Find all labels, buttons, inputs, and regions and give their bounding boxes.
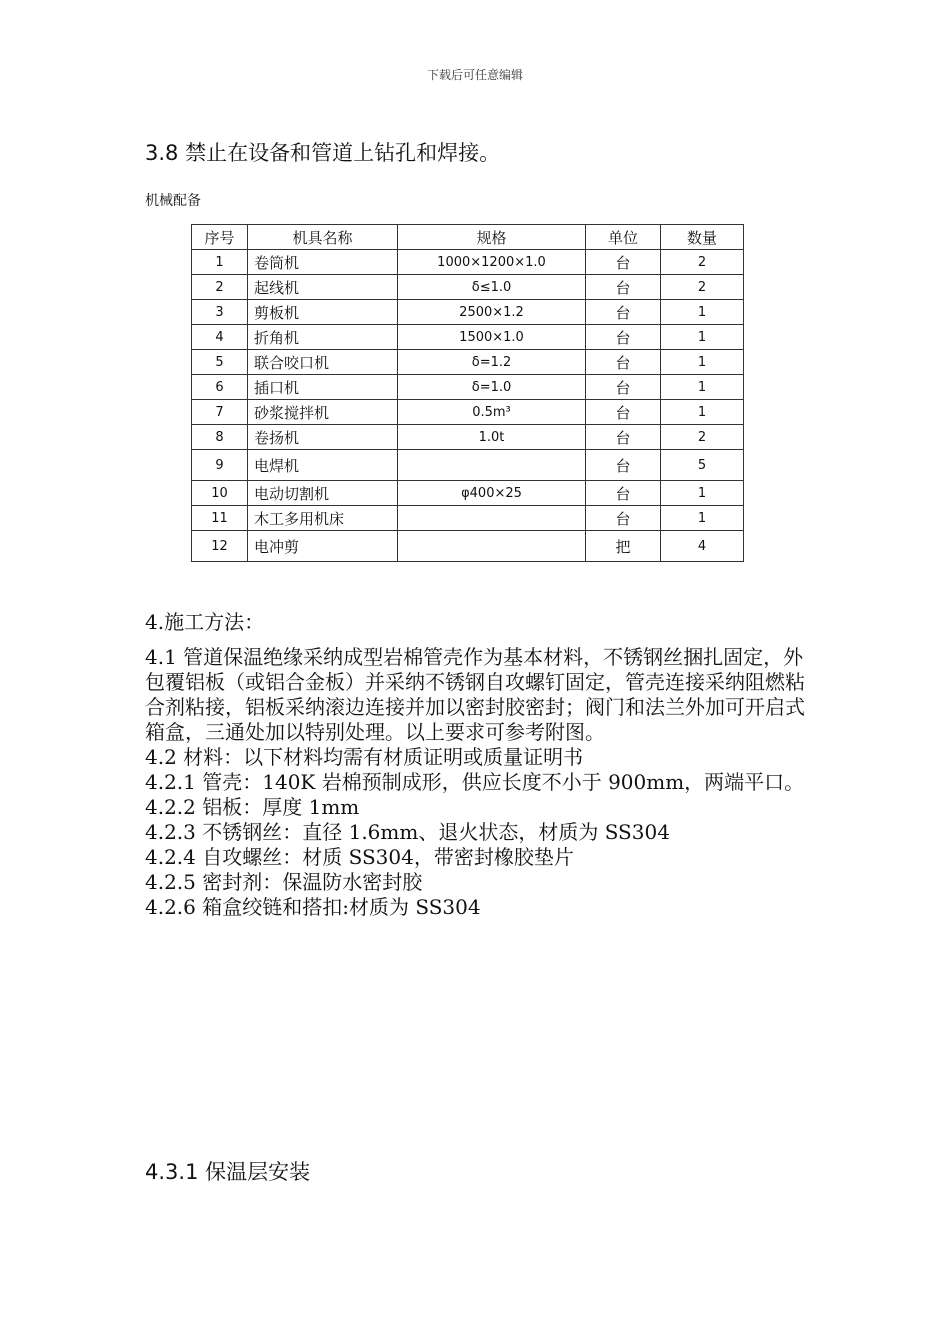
cell-qty: 1	[661, 400, 744, 425]
cell-name: 木工多用机床	[248, 506, 398, 531]
cell-no: 1	[192, 250, 248, 275]
machines-label: 机械配备	[145, 193, 201, 209]
table-row	[192, 425, 744, 450]
para-4-2-6: 4.2.6 箱盒绞链和搭扣:材质为 SS304	[145, 895, 481, 919]
para-4-2-2: 4.2.2 铝板：厚度 1mm	[145, 795, 360, 819]
para-4-2: 4.2 材料：以下材料均需有材质证明或质量证明书	[145, 745, 584, 769]
cell-qty: 1	[661, 325, 744, 350]
cell-spec: δ=1.0	[398, 375, 586, 400]
cell-spec: 1000×1200×1.0	[398, 250, 586, 275]
cell-name: 剪板机	[248, 300, 398, 325]
cell-unit: 台	[586, 506, 661, 531]
machines-table	[191, 224, 744, 562]
cell-spec: 1.0t	[398, 425, 586, 450]
table-row	[192, 300, 744, 325]
header-unit: 单位	[586, 225, 661, 250]
cell-unit: 台	[586, 400, 661, 425]
cell-unit: 台	[586, 450, 661, 481]
cell-unit: 台	[586, 325, 661, 350]
table-row	[192, 350, 744, 375]
table-row	[192, 250, 744, 275]
cell-unit: 台	[586, 275, 661, 300]
para-4-2-4: 4.2.4 自攻螺丝：材质 SS304，带密封橡胶垫片	[145, 845, 574, 869]
cell-spec: 0.5m³	[398, 400, 586, 425]
section-3-8-heading: 3.8 禁止在设备和管道上钻孔和焊接。	[145, 141, 501, 165]
table-row	[192, 325, 744, 350]
cell-no: 2	[192, 275, 248, 300]
cell-spec	[398, 531, 586, 562]
cell-name: 电动切割机	[248, 481, 398, 506]
cell-name: 卷扬机	[248, 425, 398, 450]
table-row	[192, 450, 744, 481]
section-4-heading: 4.施工方法：	[145, 610, 265, 634]
header-no: 序号	[192, 225, 248, 250]
cell-qty: 1	[661, 481, 744, 506]
body-text	[145, 645, 813, 920]
page-header: 下载后可任意编辑	[426, 68, 523, 82]
cell-no: 4	[192, 325, 248, 350]
cell-no: 10	[192, 481, 248, 506]
table-row	[192, 481, 744, 506]
cell-unit: 台	[586, 481, 661, 506]
cell-no: 9	[192, 450, 248, 481]
header-name: 机具名称	[248, 225, 398, 250]
table-header-row	[192, 225, 744, 250]
cell-spec	[398, 450, 586, 481]
cell-qty: 5	[661, 450, 744, 481]
cell-qty: 1	[661, 300, 744, 325]
cell-qty: 1	[661, 350, 744, 375]
cell-no: 12	[192, 531, 248, 562]
cell-unit: 台	[586, 425, 661, 450]
cell-name: 电冲剪	[248, 531, 398, 562]
para-4-2-3: 4.2.3 不锈钢丝：直径 1.6mm、退火状态，材质为 SS304	[145, 820, 670, 844]
cell-spec: 2500×1.2	[398, 300, 586, 325]
cell-unit: 台	[586, 300, 661, 325]
cell-name: 插口机	[248, 375, 398, 400]
section-4-3-1-heading: 4.3.1 保温层安装	[145, 1160, 311, 1184]
cell-no: 5	[192, 350, 248, 375]
cell-spec: φ400×25	[398, 481, 586, 506]
cell-no: 7	[192, 400, 248, 425]
cell-spec	[398, 506, 586, 531]
cell-name: 折角机	[248, 325, 398, 350]
cell-no: 3	[192, 300, 248, 325]
para-4-2-5: 4.2.5 密封剂：保温防水密封胶	[145, 870, 423, 894]
cell-name: 电焊机	[248, 450, 398, 481]
cell-no: 8	[192, 425, 248, 450]
header-qty: 数量	[661, 225, 744, 250]
para-4-2-1: 4.2.1 管壳：140K 岩棉预制成形，供应长度不小于 900mm，两端平口。	[145, 770, 805, 794]
cell-name: 起线机	[248, 275, 398, 300]
cell-name: 砂浆搅拌机	[248, 400, 398, 425]
cell-qty: 1	[661, 506, 744, 531]
cell-name: 卷筒机	[248, 250, 398, 275]
cell-qty: 2	[661, 250, 744, 275]
cell-unit: 台	[586, 250, 661, 275]
table-row	[192, 375, 744, 400]
cell-name: 联合咬口机	[248, 350, 398, 375]
cell-spec: δ≤1.0	[398, 275, 586, 300]
cell-no: 11	[192, 506, 248, 531]
cell-unit: 台	[586, 375, 661, 400]
cell-unit: 台	[586, 350, 661, 375]
cell-no: 6	[192, 375, 248, 400]
cell-qty: 2	[661, 275, 744, 300]
table-row	[192, 275, 744, 300]
cell-qty: 2	[661, 425, 744, 450]
table-row	[192, 400, 744, 425]
cell-spec: δ=1.2	[398, 350, 586, 375]
cell-spec: 1500×1.0	[398, 325, 586, 350]
cell-qty: 4	[661, 531, 744, 562]
para-4-1: 4.1 管道保温绝缘采纳成型岩棉管壳作为基本材料，不锈钢丝捆扎固定，外包覆铝板（或铝合金板）并采纳不锈钢自攻螺钉固定，管壳连接采纳阻燃粘合剂粘接，铝板采纳滚边连接并加以密封胶密封；阀门和法兰外加可开启式箱盒，三通处加以特别处理。以上要求可参考附图。	[145, 645, 805, 744]
header-spec: 规格	[398, 225, 586, 250]
table-row	[192, 531, 744, 562]
cell-unit: 把	[586, 531, 661, 562]
table-row	[192, 506, 744, 531]
cell-qty: 1	[661, 375, 744, 400]
